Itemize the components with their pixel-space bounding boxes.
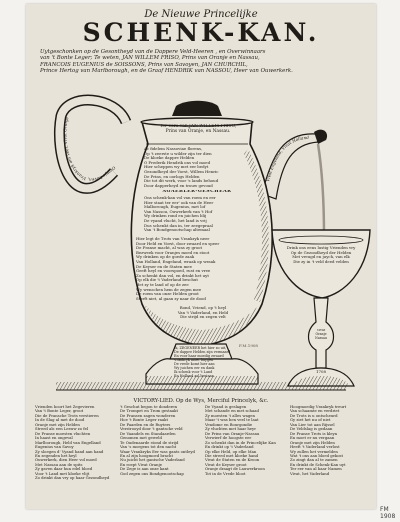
jug-verse-three: Hier legt de Trots van Vrankryk neer Door Held en Vorst, door zwaard en speer De Franse macht, al was zy groot Bezweek voor Oranjes moed en stoot Wy drinken op de goede zaak Van Holland, Engeland, wraak op wraak De Keyser en de Staten mee Geeft heyl en voorspoed, rust en vree Zo schenkt dan vol, en drinkt het uyt Op elk die 't Vaderland beschut Het zy te land of op de zee Wy wenschen hem de zegen mee De roem van onze Helden groot Sterft niet, al gaan zy naar de dood bbox=[136, 237, 220, 301]
pour-stream bbox=[318, 144, 324, 236]
archive-stamp: FM 1908 bbox=[380, 506, 396, 520]
jug-verse-four: Rond, Vriend, op 't heyl Van 't Vaderland, en Held Die strijd en zegen velt bbox=[177, 306, 229, 320]
broadside-print bbox=[26, 4, 376, 509]
jug-verse-one: Ac fidelem Nassoviae florens, Op 't zeerste u wilder zijn ter dien De kloeke dappre Helden O Frederik Hendrik ons vol moed Hier scheppen wy met eer bedyt Gezondheyd der Vorst, Willem Henric De Prins, en oorlogs Helden Die tot dit werk, voor 's lands behoud Door dapperheyd en trouw gevoud bbox=[144, 147, 219, 188]
jug-section-title: AGAEBLER-GESCHEAR bbox=[162, 190, 232, 194]
song-column-2: 't Geschut begon te donderen De Trompet en Trom gestaakt De Fransen zagen wonderen Hoe 't Bonte Leger raakt De Paarden en de Ruyters Verstrooyd door 't gantsche veld De Vaandels en Standaarden Genomen met geweld Te Oudenaarde stond de strijd Van 's morgens tot den nacht Waar Vrankryks Eer was gants ontleyd En al zijn hoogmoed bracht Nu juicht het gantsche Vaderland En roept Vivat Oranje De Zege is aan onze kant God zegen ons Bondgenootschap bbox=[120, 405, 195, 476]
song-column-1: Vrienden hoort het Zegevieren Van 't Bonte Leger, groot Die de Fransche Trots verstieren In de Slag al met de dood Oranje met zijn Helden Streed als een Leeuw zo fel De Franse moesten vluchten In haast en ongeval Marlborough, Held van Engelland Eugenius van Savoy Zy sloegen d' Vyand hand aan hand En zegenden het heyl Ouwerkerk, dien Heer vol moed Met Nassau aan de spits Zy gaven daar hun edel bloed Voor 't Land met kloeke vlijt Zo drinkt dan vry op haar Gezondheyd bbox=[35, 405, 110, 481]
subtitle-line: FRANCOIS EUGENIUS de SOISSONS, Prins van Savoyen, JAN CHURCHIL, bbox=[40, 61, 248, 68]
collection-ink-mark: F.M.1908 bbox=[239, 344, 258, 348]
jug-foot-verse: Ik, ZEGENEER het hier zo uit, De dappre Helden zijn vermaard En voor haar moedig zwaard Vrankryk moet buygen De vrede komt hier aan Wy juichen eer en dank Ik schenk voor 't Land En Holland zal bestaan. bbox=[174, 346, 231, 378]
print-heading-large: SCHENK-KAN. bbox=[82, 18, 320, 47]
glass-stem-inscription: Vivat Oranje Nassau bbox=[315, 329, 327, 340]
spout-banner-text: Vivat Engeland, Vivat Holland bbox=[265, 134, 309, 183]
jug-verse-two: Ons schenk-kan vol van roem en eer Hier staat ter eer' ook van de Heer Malborough, Eugenius, met lof Van Nassou, Ouwerkerk van 't Hof Wy drinken rond en juichen blij De vyand vlucht, het land is vrij Dus schenkt dan in, ter zeegepraal Van 't Bondgenootschap altemaal bbox=[144, 196, 216, 233]
song-column-4: Hoogmoedig Vrankryk treurt Van schaamte en verdriet De Trots is u ontscheurd Gy ziet het nu of niet Van Lier tot aan Rijssel De Veldslag is gedaan De Franse Trots is kleyn En moet er nu vergaan Oranje met zijn Helden Heeft 't Vaderland verlost Wy zullen het vermelden Wat 't ons aan bloed gekost Zo zingt dan al te zamen En drinkt de Schenk-Kan uyt Ter eer van al haar Namen Vivat, het Vaderland bbox=[290, 405, 347, 476]
subtitle-line: Prince Hertog van Marlborough, en de Graaf HENDRIK van NASSOU, Heer van Ouwerkerk. bbox=[40, 67, 293, 74]
jug-handle bbox=[59, 100, 126, 188]
song-column-3: De Vyand is geslagen Met schande en met schaad Zy moesten 't alles wagen Maar 't was hen veel te laat Vendome en Bourgondie Zy vluchten met haar heyr De Prins van Oranje-Nassau Verwierf de hoogste eer Zo schenkt dan in de Princelijke Kan En drinkt op 't Vaderland Op elke Held, op elke Man Die streed met kloeke hand Vivat de Staten en de Kroon Vivat de Keyser groot Oranje draagt de Lauwerkroon Tot in de Vrede bloot bbox=[205, 405, 276, 476]
subtitle-line: van 't Bonte Leger; Te weten, JAN WILLEM FRISO, Prins van Oranje en Nassau, bbox=[40, 55, 260, 62]
print-heading-small: De Nieuwe Princelijke bbox=[144, 9, 258, 20]
jug-dedication: Ter eere van JAN WILLEM FRISO, Prins van Oranje, en Nassau. bbox=[159, 124, 237, 134]
glass-date: 1708 bbox=[316, 370, 326, 374]
song-header: VICTORY-LIED. Op de Wys, Merciful Princelyk, &c. bbox=[133, 398, 269, 404]
glass-verse: Drink ons eens lustig Vrienden vry Op de Gezondheyd der Helden Met vreugd en juych, van elk Die zy in 't veld deed velden bbox=[286, 246, 356, 264]
handle-banner-text: Oranje boven, Vrankryk om veer, Vivat Oranje bbox=[62, 116, 117, 183]
subtitle-line: Uytgeschonken op de Gesontheyd van de Dappere Veld-Heeren , en Overwinnaars bbox=[40, 49, 266, 55]
